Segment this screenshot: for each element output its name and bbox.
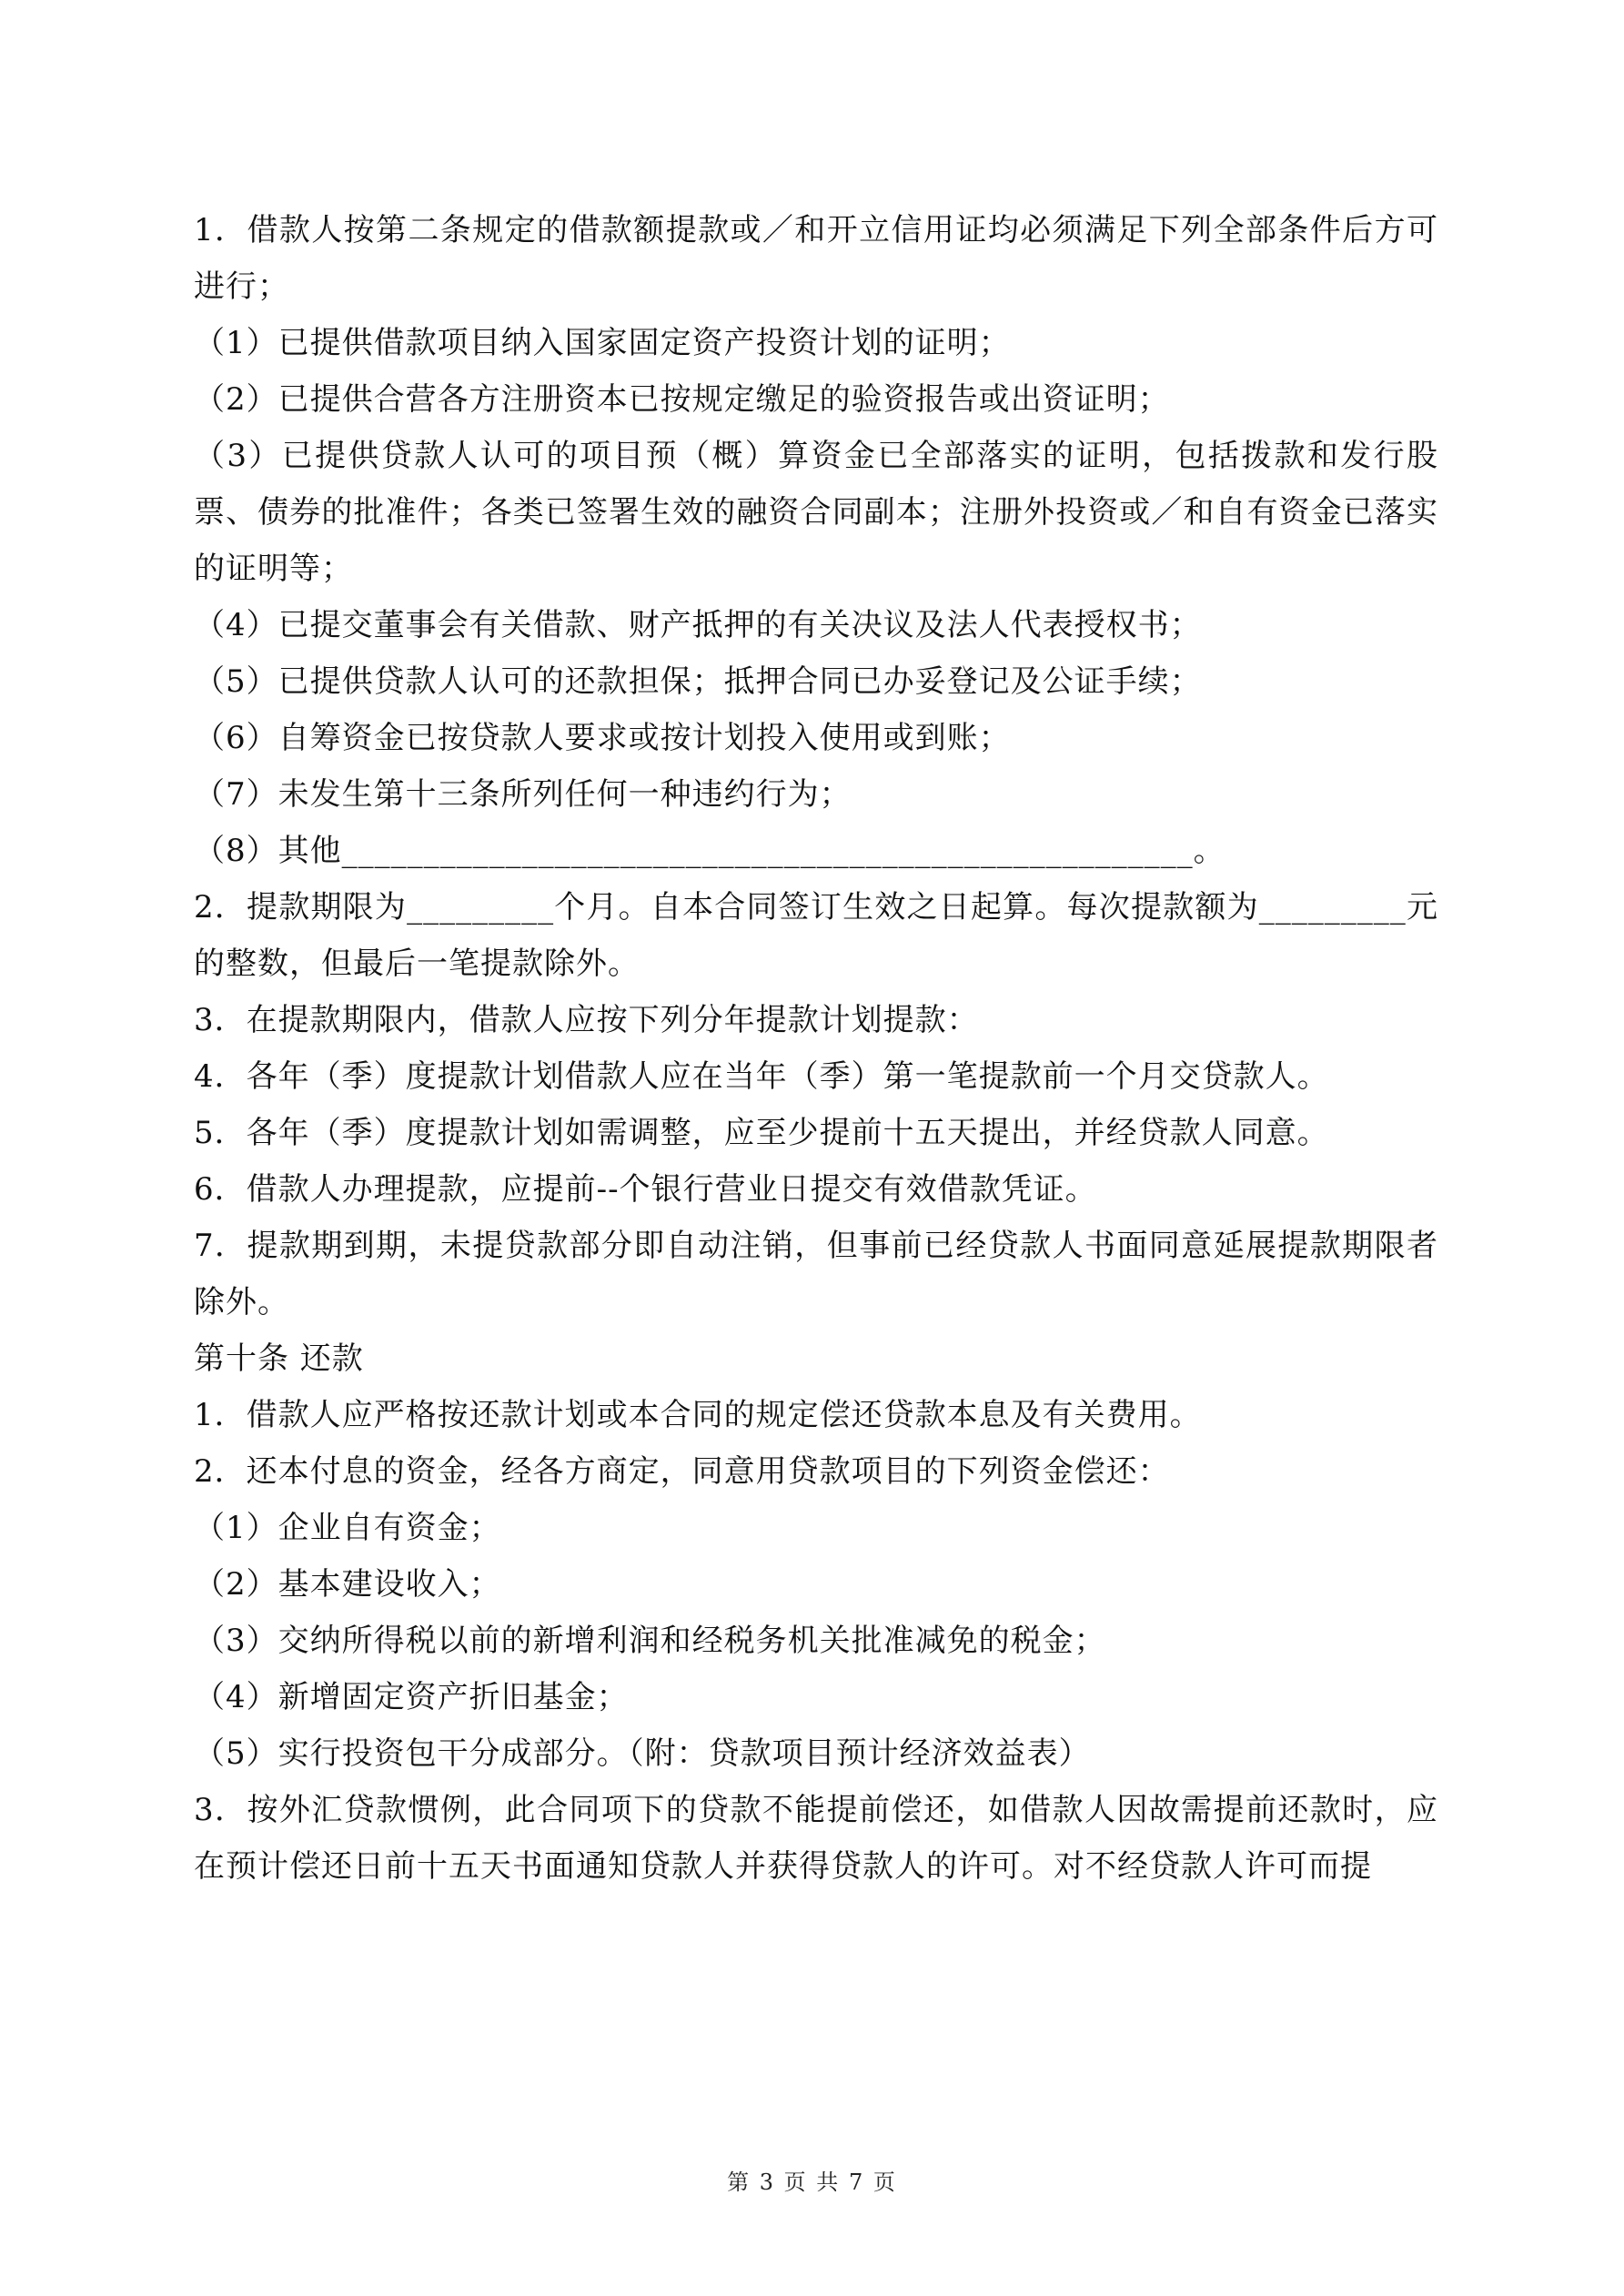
paragraph-condition-4: （4）已提交董事会有关借款、财产抵押的有关决议及法人代表授权书；	[194, 607, 1202, 643]
paragraph-repay-1: 1．借款人应严格按还款计划或本合同的规定偿还贷款本息及有关费用。	[194, 1397, 1202, 1433]
document-body	[194, 202, 1438, 1895]
paragraph-repay-source-4: （4）新增固定资产折旧基金；	[194, 1679, 629, 1715]
paragraph-6-drawdown-notice: 6．借款人办理提款，应提前--个银行营业日提交有效借款凭证。	[194, 1171, 1097, 1208]
paragraph-2-drawdown-period: 2．提款期限为_________个月。自本合同签订生效之日起算。每次提款额为_________元的整数，但最后一笔提款除外。	[194, 889, 1438, 982]
paragraph-repay-3-prepayment: 3．按外汇贷款惯例，此合同项下的贷款不能提前偿还，如借款人因故需提前还款时，应在预计偿还日前十五天书面通知贷款人并获得贷款人的许可。对不经贷款人许可而提	[194, 1792, 1438, 1885]
page-number-footer: 第 3 页 共 7 页	[727, 2170, 897, 2195]
paragraph-repay-source-3: （3）交纳所得税以前的新增利润和经税务机关批准减免的税金；	[194, 1623, 1106, 1659]
paragraph-repay-source-2: （2）基本建设收入；	[194, 1566, 501, 1603]
paragraph-repay-source-1: （1）企业自有资金；	[194, 1510, 501, 1546]
paragraph-condition-7: （7）未发生第十三条所列任何一种违约行为；	[194, 776, 852, 813]
paragraph-condition-6: （6）自筹资金已按贷款人要求或按计划投入使用或到账；	[194, 720, 1011, 756]
paragraph-5-plan-adjustment: 5．各年（季）度提款计划如需调整，应至少提前十五天提出，并经贷款人同意。	[194, 1115, 1329, 1151]
paragraph-7-drawdown-expiry: 7．提款期到期，未提贷款部分即自动注销，但事前已经贷款人书面同意延展提款期限者除外。	[194, 1228, 1438, 1320]
paragraph-3-drawdown-plan: 3．在提款期限内，借款人应按下列分年提款计划提款：	[194, 1002, 979, 1038]
paragraph-condition-2: （2）已提供合营各方注册资本已按规定缴足的验资报告或出资证明；	[194, 381, 1170, 418]
paragraph-condition-3: （3）已提供贷款人认可的项目预（概）算资金已全部落实的证明，包括拨款和发行股票、债券的批准件；各类已签署生效的融资合同副本；注册外投资或／和自有资金已落实的证明等；	[194, 438, 1438, 587]
section-heading-article-10-repayment: 第十条 还款	[194, 1340, 364, 1377]
paragraph-1-drawdown-conditions: 1．借款人按第二条规定的借款额提款或／和开立信用证均必须满足下列全部条件后方可进行；	[194, 212, 1438, 305]
paragraph-repay-2: 2．还本付息的资金，经各方商定，同意用贷款项目的下列资金偿还：	[194, 1453, 1170, 1490]
paragraph-condition-5: （5）已提供贷款人认可的还款担保；抵押合同已办妥登记及公证手续；	[194, 663, 1202, 700]
paragraph-condition-1: （1）已提供借款项目纳入国家固定资产投资计划的证明；	[194, 325, 1011, 361]
paragraph-condition-8-other: （8）其他____________________________________________________。	[194, 833, 1226, 869]
paragraph-repay-source-5: （5）实行投资包干分成部分。（附：贷款项目预计经济效益表）	[194, 1735, 1091, 1772]
paragraph-4-annual-plan: 4．各年（季）度提款计划借款人应在当年（季）第一笔提款前一个月交贷款人。	[194, 1058, 1329, 1095]
